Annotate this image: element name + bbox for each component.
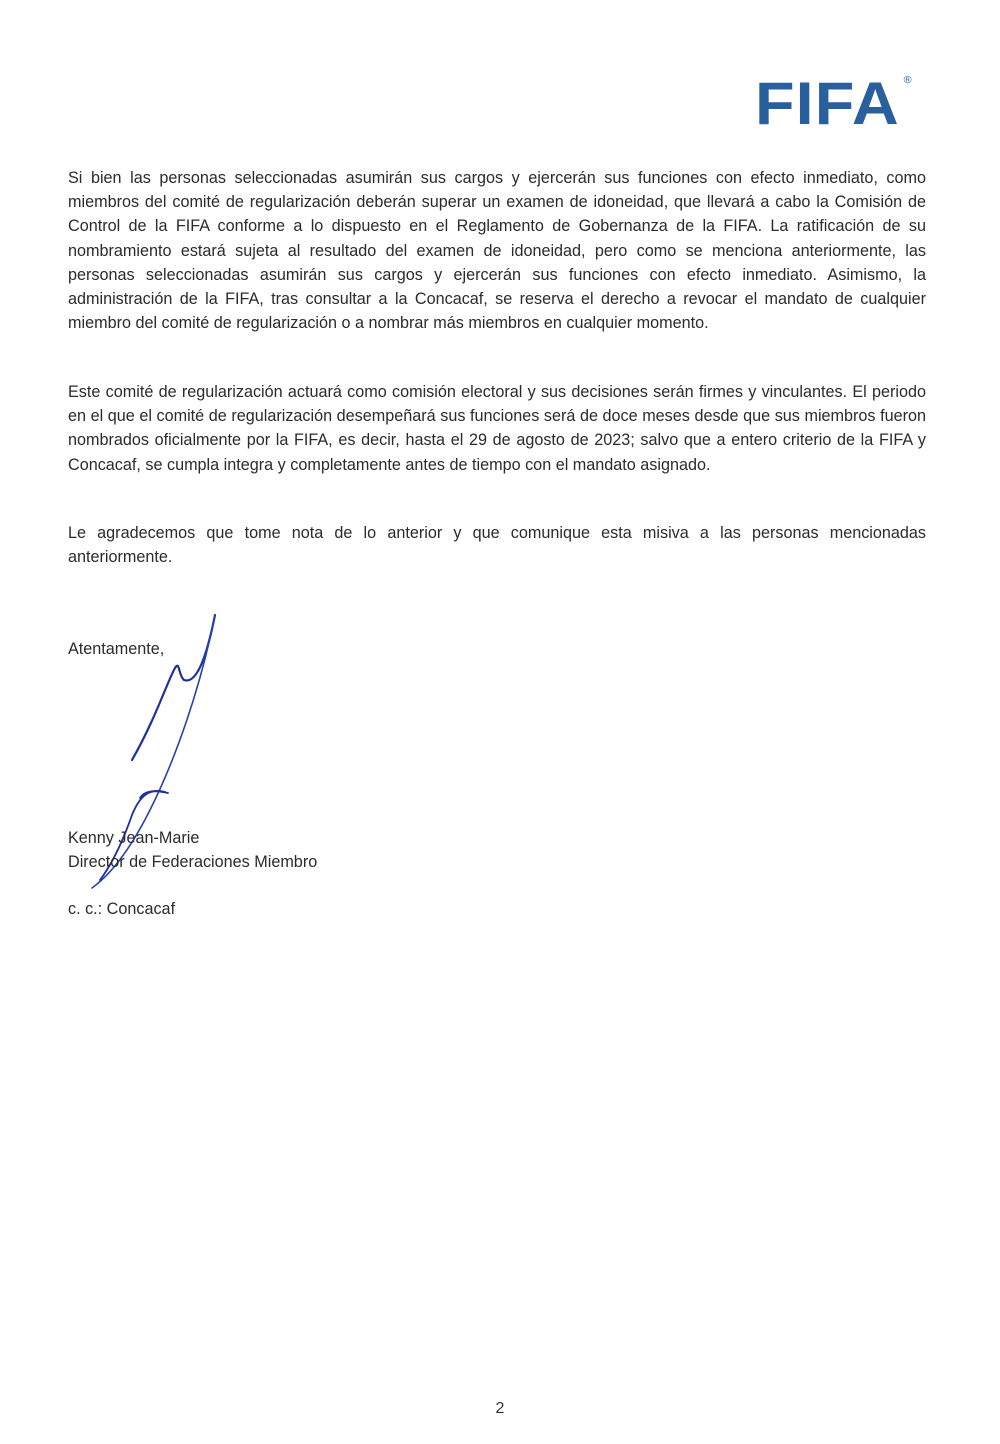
fifa-logo-text: FIFA bbox=[755, 70, 900, 137]
paragraph-acknowledgement: Le agradecemos que tome nota de lo anterior y que comunique esta misiva a las personas mencionadas anteriormente. bbox=[68, 524, 926, 567]
paragraph-committee-period: Este comité de regularización actuará como comisión electoral y sus decisiones serán firmes y vinculantes. El periodo en el que el comité de regularización desempeñará sus funciones será de doce meses desde que sus miembros fueron nombrados oficialmente por la FIFA, es decir, hasta el 29 de agosto de 2023; salvo que a entero criterio de la FIFA y Concacaf, se cumpla integra y completamente antes de tiempo con el mandato asignado. bbox=[68, 383, 926, 474]
registered-mark: ® bbox=[903, 75, 913, 86]
fifa-logo bbox=[755, 70, 913, 137]
paragraph-suitability-exam: Si bien las personas seleccionadas asumirán sus cargos y ejercerán sus funciones con efecto inmediato, como miembros del comité de regularización deberán superar un examen de idoneidad, que llevará a cabo la Comisión de Control de la FIFA conforme a lo dispuesto en el Reglamento de Gobernanza de la FIFA. La ratificación de su nombramiento estará sujeta al resultado del examen de idoneidad, pero como se menciona anteriormente, las personas seleccionadas asumirán sus cargos y ejercerán sus funciones con efecto inmediato. Asimismo, la administración de la FIFA, tras consultar a la Concacaf, se reserva el derecho a revocar el mandato de cualquier miembro del comité de regularización o a nombrar más miembros en cualquier momento. bbox=[68, 169, 926, 333]
signer-name: Kenny Jean-Marie bbox=[68, 829, 200, 847]
carbon-copy: c. c.: Concacaf bbox=[68, 900, 176, 918]
signer-title: Director de Federaciones Miembro bbox=[68, 853, 318, 871]
closing-salutation: Atentamente, bbox=[68, 640, 165, 658]
page-number: 2 bbox=[495, 1400, 505, 1417]
